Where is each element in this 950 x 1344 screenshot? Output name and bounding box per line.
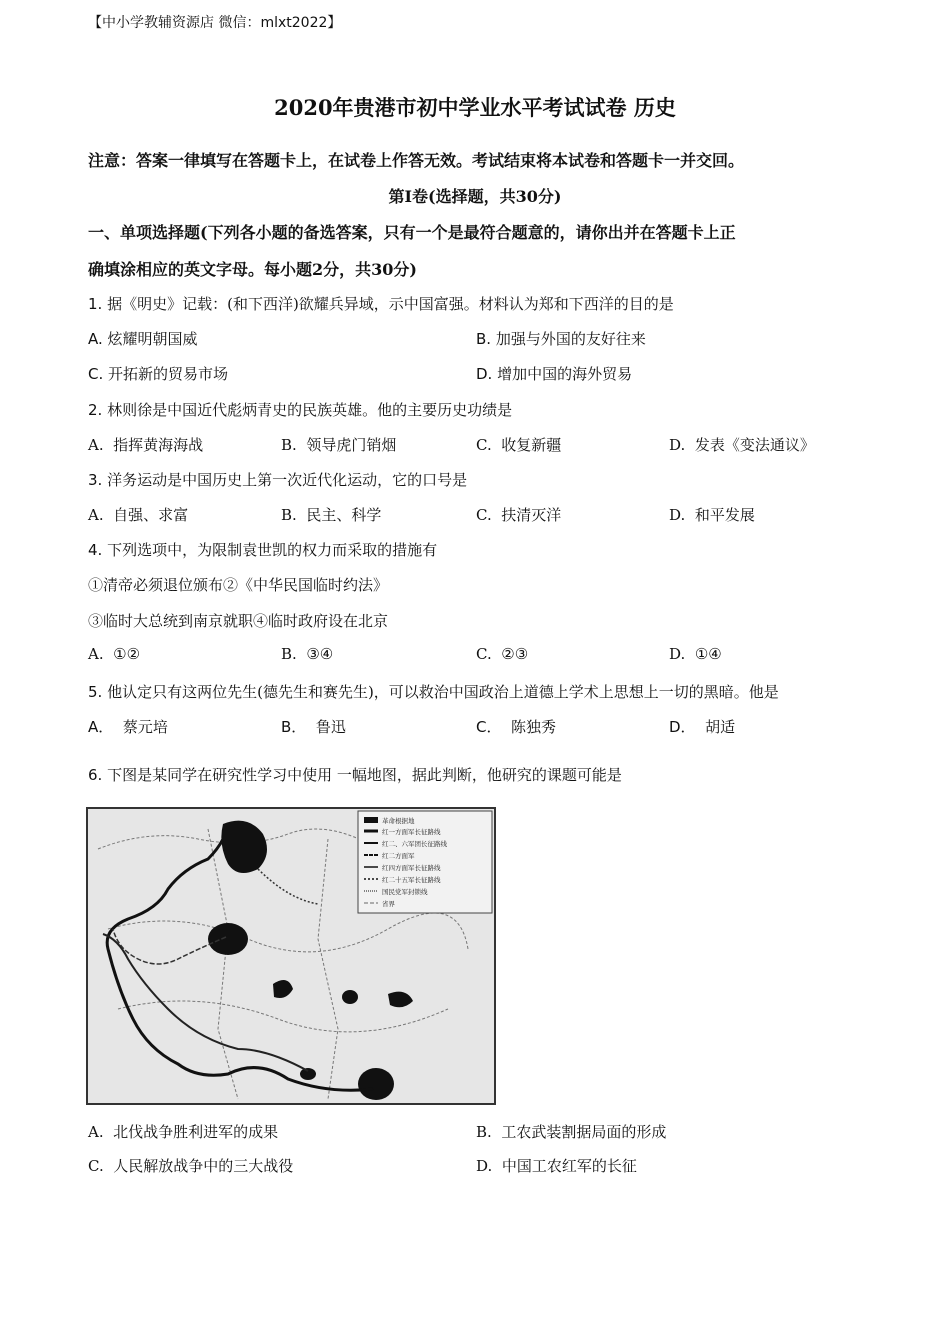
question-text: 洋务运动是中国历史上第一次近代化运动，它的口号是 — [107, 471, 468, 489]
part-instructions-line2: 确填涂相应的英文字母。每小题2分，共30分) — [88, 260, 417, 279]
legend-label: 红四方面军长征路线 — [382, 864, 441, 872]
option-b: B. 工农武装割据局面的形成 — [476, 1123, 667, 1141]
question-number: 5. — [88, 683, 103, 701]
question-2 — [88, 399, 512, 420]
question-number: 3. — [88, 471, 103, 489]
option-c: C. 扶清灭洋 — [476, 506, 562, 524]
option-d: D. ①④ — [669, 645, 722, 663]
option-a: A. 炫耀明朝国威 — [88, 330, 198, 348]
option-b: B. 加强与外国的友好往来 — [476, 330, 646, 348]
option-b: B. 民主、科学 — [281, 506, 382, 524]
option-b: B． 鲁迅 — [281, 718, 346, 736]
legend-label: 省界 — [382, 900, 395, 908]
question-number: 2. — [88, 401, 103, 419]
legend-label: 红二、六军团长征路线 — [382, 840, 447, 848]
legend-label: 红二方面军 — [382, 852, 415, 860]
legend-label: 红一方面军长征路线 — [382, 828, 441, 836]
question-4 — [88, 539, 437, 560]
legend-label: 革命根据地 — [382, 817, 415, 825]
question-6 — [88, 764, 622, 785]
question-text: 他认定只有这两位先生(德先生和赛先生)，可以救治中国政治上道德上学术上思想上一切的黑暗。他是 — [107, 683, 779, 701]
option-d: D. 中国工农红军的长征 — [476, 1157, 637, 1175]
question-number: 6. — [88, 766, 103, 784]
map-drawing — [88, 809, 494, 1103]
question-number: 1. — [88, 295, 103, 313]
option-c: C. 人民解放战争中的三大战役 — [88, 1157, 294, 1175]
option-a: A. 自强、求富 — [88, 506, 189, 524]
question-text: 林则徐是中国近代彪炳青史的民族英雄。他的主要历史功绩是 — [107, 401, 513, 419]
option-c: C． 陈独秀 — [476, 718, 557, 736]
option-b: B. 领导虎门销烟 — [281, 436, 397, 454]
statement-line: ①清帝必须退位颁布②《中华民国临时约法》 — [88, 576, 389, 594]
option-a: A. 北伐战争胜利进军的成果 — [88, 1123, 279, 1141]
question-text: 下图是某同学在研究性学习中使用 一幅地图，据此判断，他研究的课题可能是 — [107, 766, 622, 784]
option-d: D. 和平发展 — [669, 506, 755, 524]
question-3 — [88, 469, 467, 490]
statement-line: ③临时大总统到南京就职④临时政府设在北京 — [88, 612, 389, 630]
question-1 — [88, 293, 674, 314]
question-number: 4. — [88, 541, 103, 559]
option-d: D. 发表《变法通议》 — [669, 436, 815, 454]
page-title: 2020年贵港市初中学业水平考试试卷 历史 — [274, 95, 676, 120]
option-a: A. ①② — [88, 645, 141, 663]
legend-label: 国民党军封锁线 — [382, 888, 428, 896]
option-a: A． 蔡元培 — [88, 718, 168, 736]
option-d: D． 胡适 — [669, 718, 736, 736]
option-c: C. ②③ — [476, 645, 529, 663]
option-a: A. 指挥黄海海战 — [88, 436, 204, 454]
long-march-map — [86, 807, 496, 1105]
question-5 — [88, 681, 779, 702]
watermark-header: 【中小学教辅资源店 微信：mlxt2022】 — [88, 15, 342, 31]
legend-label: 红二十五军长征路线 — [382, 876, 441, 884]
notice: 注意：答案一律填写在答题卡上，在试卷上作答无效。考试结束将本试卷和答题卡一并交回。 — [88, 151, 745, 170]
option-d: D. 增加中国的海外贸易 — [476, 365, 633, 383]
part-instructions-line1: 一、单项选择题(下列各小题的备选答案，只有一个是最符合题意的，请你出并在答题卡上正 — [88, 223, 736, 242]
question-text: 据《明史》记载：(和下西洋)欲耀兵异域，示中国富强。材料认为郑和下西洋的目的是 — [107, 295, 674, 313]
section-title: 第Ⅰ卷(选择题，共30分) — [388, 187, 562, 206]
option-c: C. 收复新疆 — [476, 436, 562, 454]
option-c: C. 开拓新的贸易市场 — [88, 365, 229, 383]
question-text: 下列选项中，为限制袁世凯的权力而采取的措施有 — [107, 541, 438, 559]
option-b: B. ③④ — [281, 645, 334, 663]
